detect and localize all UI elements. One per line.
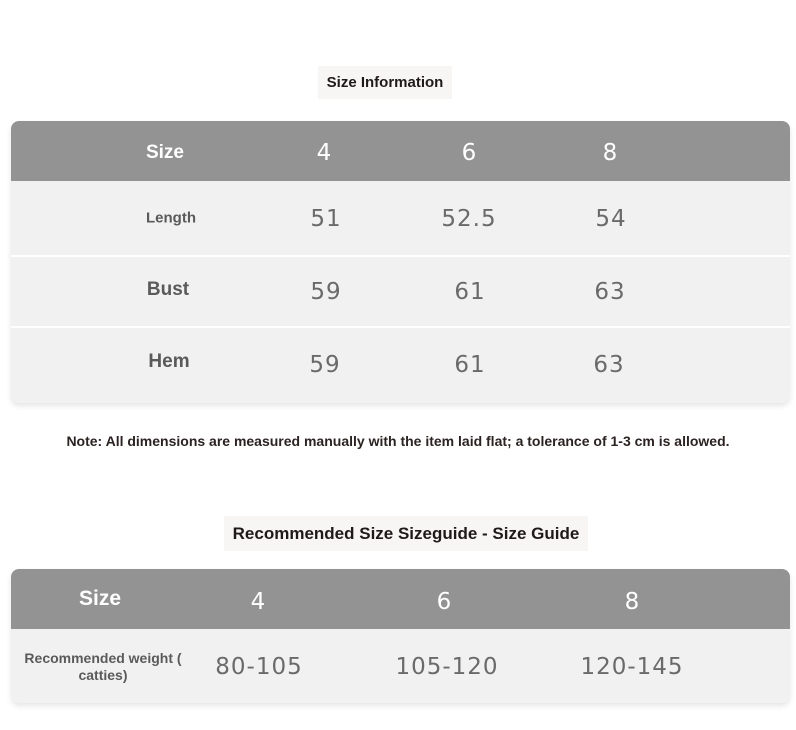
header-size-6: 6	[461, 140, 477, 166]
guide-header-size-6: 6	[436, 589, 452, 615]
row-label-bust: Bust	[146, 279, 190, 300]
length-size-8: 54	[595, 206, 627, 232]
size-information-title	[318, 66, 452, 99]
size-information-table	[11, 121, 790, 403]
weight-size-4: 80-105	[215, 654, 303, 680]
guide-header-size-8: 8	[624, 589, 640, 615]
row-label-recommended-weight: Recommended weight ( catties)	[24, 650, 182, 683]
table-row	[11, 328, 790, 403]
size-guide-title	[224, 516, 588, 551]
table-row	[11, 257, 790, 326]
header-size-8: 8	[602, 140, 618, 166]
bust-size-4: 59	[310, 279, 342, 305]
length-size-4: 51	[310, 206, 342, 232]
hem-size-4: 59	[309, 352, 341, 378]
hem-size-6: 61	[454, 352, 486, 378]
size-guide-table	[11, 569, 790, 703]
hem-size-8: 63	[593, 352, 625, 378]
size-guide-header	[11, 569, 790, 629]
table-row	[11, 629, 790, 703]
size-information-title-text: Size Information	[326, 74, 444, 91]
bust-size-8: 63	[594, 279, 626, 305]
length-size-6: 52.5	[441, 206, 497, 232]
bust-size-6: 61	[454, 279, 486, 305]
weight-size-8: 120-145	[580, 654, 684, 680]
size-guide-title-text: Recommended Size Sizeguide - Size Guide	[232, 523, 580, 543]
table-row	[11, 181, 790, 255]
header-size-label: Size	[145, 142, 185, 163]
measurement-note: Note: All dimensions are measured manually with the item laid flat; a tolerance of 1-3 cm is allowed.	[66, 433, 730, 449]
header-size-4: 4	[316, 140, 332, 166]
guide-header-size-4: 4	[250, 589, 266, 615]
guide-header-size-label: Size	[78, 587, 122, 610]
size-table-header	[11, 121, 790, 181]
weight-size-6: 105-120	[395, 654, 499, 680]
row-label-length: Length	[146, 209, 196, 227]
row-label-hem: Hem	[148, 351, 190, 372]
